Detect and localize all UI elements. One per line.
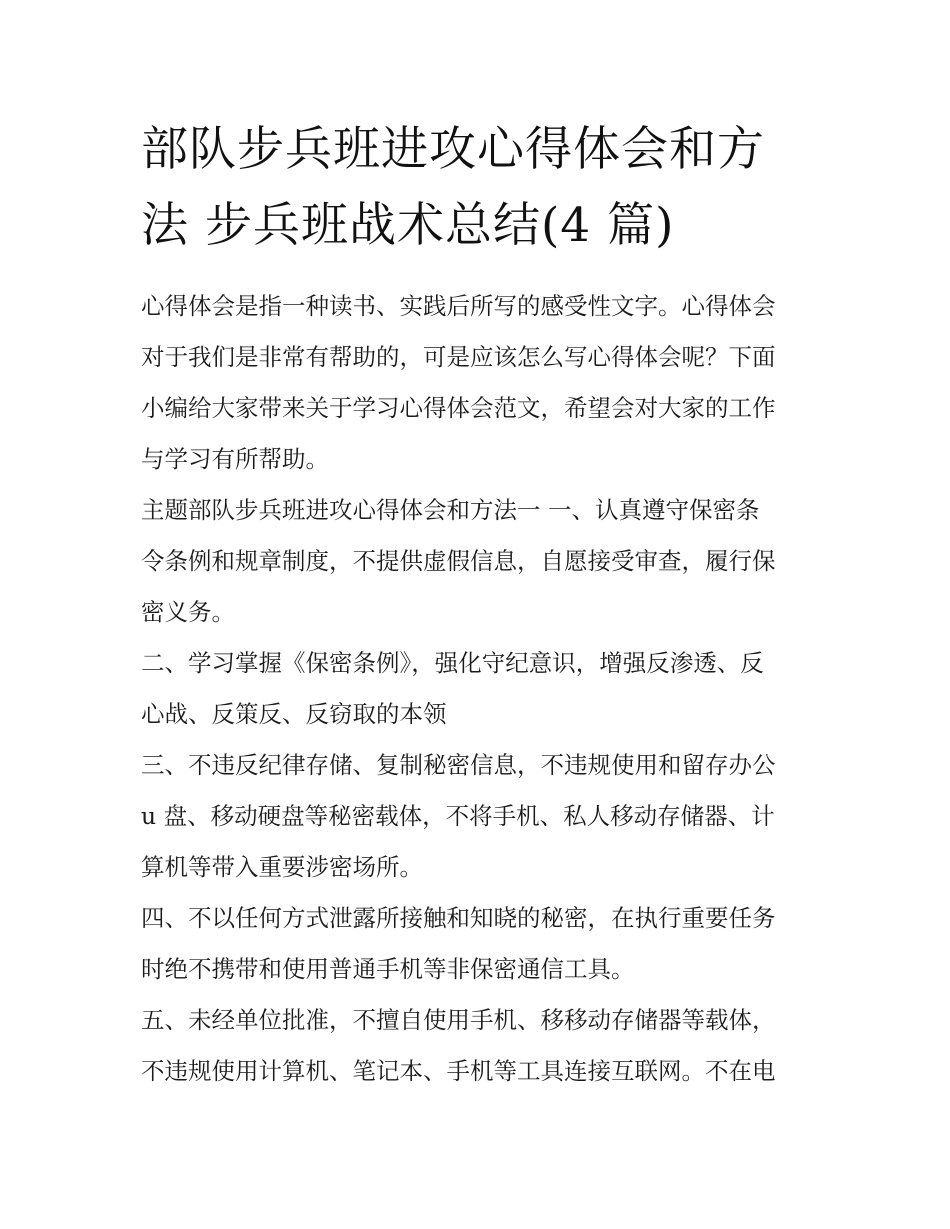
text-line: 主题部队步兵班进攻心得体会和方法一 一、认真遵守保密条	[141, 496, 760, 524]
document-body	[141, 281, 821, 1097]
paragraph-item-1	[141, 485, 821, 638]
text-line: 小编给大家带来关于学习心得体会范文，希望会对大家的工作	[141, 394, 776, 422]
text-line: 时绝不携带和使用普通手机等非保密通信工具。	[141, 955, 635, 983]
text-line: 五、未经单位批准，不擅自使用手机、移移动存储器等载体，	[141, 1006, 776, 1034]
text-line: 四、不以任何方式泄露所接触和知晓的秘密，在执行重要任务	[141, 904, 776, 932]
paragraph-item-4	[141, 893, 821, 995]
text-line: 算机等带入重要涉密场所。	[141, 853, 423, 881]
paragraph-item-5	[141, 995, 821, 1097]
text-line: u 盘、移动硬盘等秘密载体，不将手机、私人移动存储器、计	[141, 802, 775, 830]
paragraph-intro	[141, 281, 821, 485]
text-line: 心战、反策反、反窃取的本领	[141, 700, 447, 728]
text-line: 二、学习掌握《保密条例》，强化守纪意识，增强反渗透、反	[141, 649, 764, 677]
paragraph-item-3	[141, 740, 821, 893]
title-line: 法 步兵班战术总结(4 篇)	[141, 198, 675, 253]
paragraph-item-2	[141, 638, 821, 740]
document-title	[141, 112, 821, 264]
text-line: 三、不违反纪律存储、复制秘密信息，不违规使用和留存办公	[141, 751, 776, 779]
text-line: 与学习有所帮助。	[141, 445, 329, 473]
text-line: 密义务。	[141, 598, 235, 626]
text-line: 不违规使用计算机、笔记本、手机等工具连接互联网。不在电	[141, 1057, 776, 1085]
text-line: 对于我们是非常有帮助的，可是应该怎么写心得体会呢？下面	[141, 343, 776, 371]
title-line: 部队步兵班进攻心得体会和方	[141, 122, 765, 177]
text-line: 令条例和规章制度，不提供虚假信息，自愿接受审查，履行保	[141, 547, 776, 575]
text-line: 心得体会是指一种读书、实践后所写的感受性文字。心得体会	[141, 292, 776, 320]
